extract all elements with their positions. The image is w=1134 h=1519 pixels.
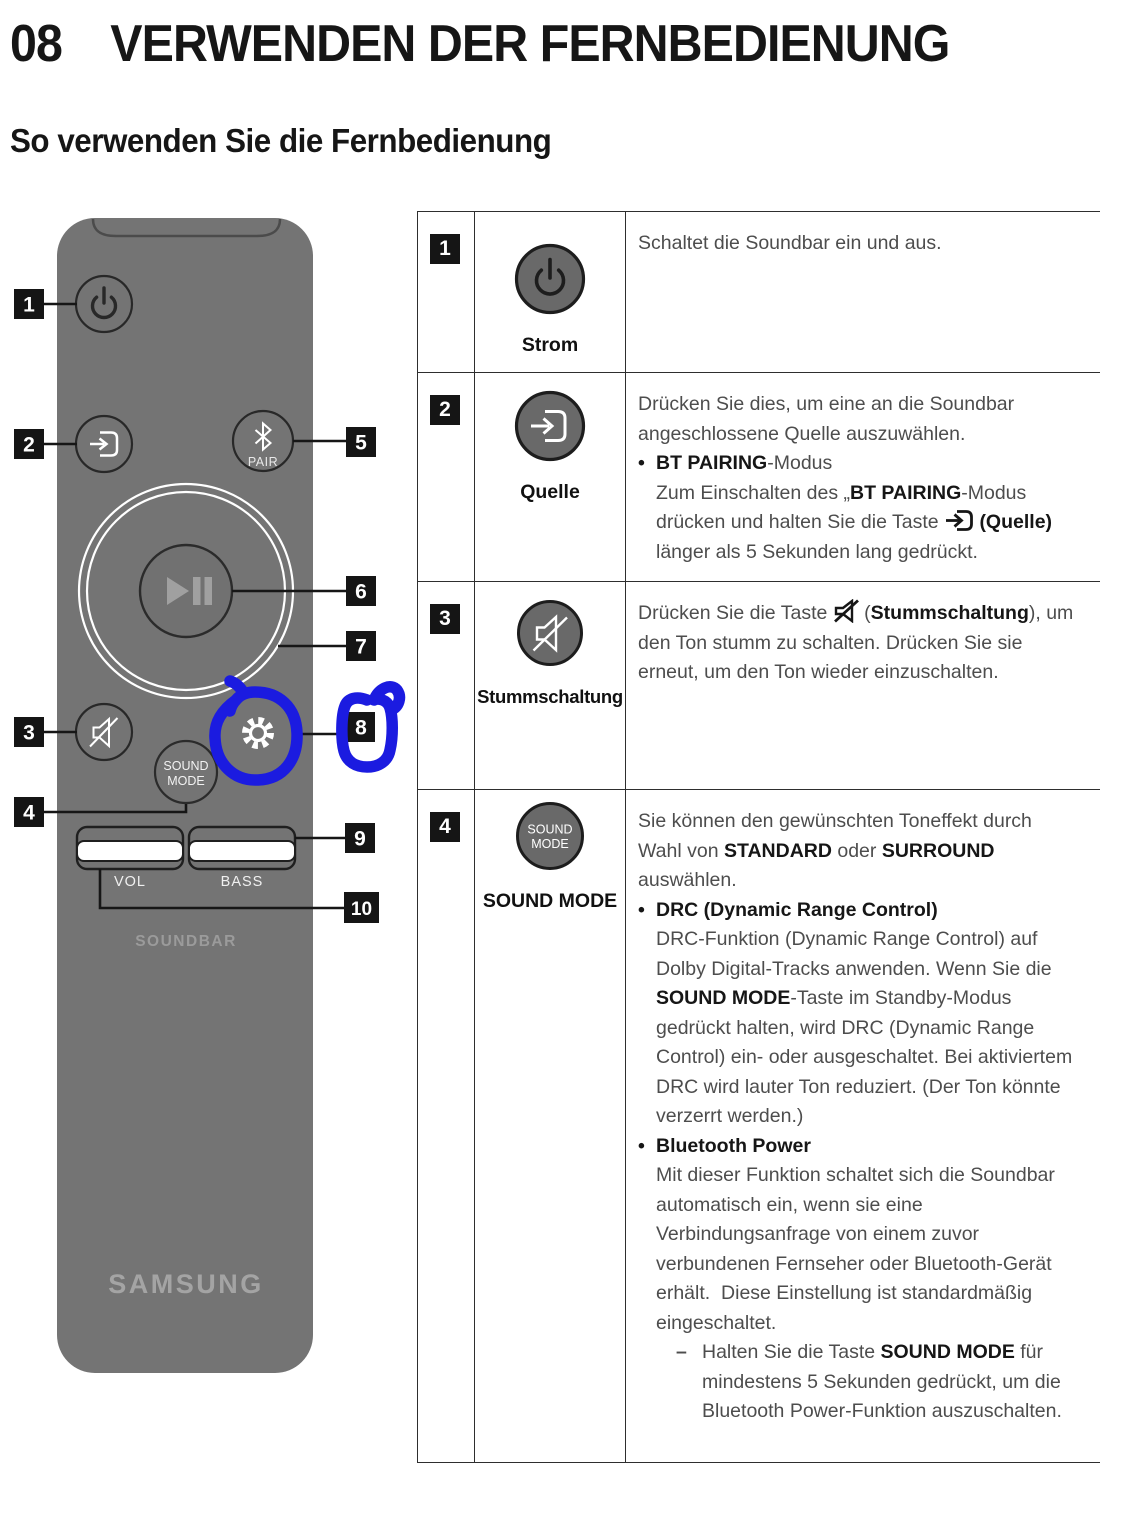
mute-button-image: [515, 598, 585, 668]
svg-text:1: 1: [23, 293, 35, 317]
vol-label: VOL: [113, 874, 147, 890]
description-text: Schaltet die Soundbar ein und aus.: [638, 232, 942, 254]
mute-icon: [833, 599, 859, 623]
row-description: [626, 790, 1100, 1462]
bass-rocker: [189, 827, 295, 869]
bold-text: Bluetooth Power: [656, 1134, 811, 1157]
dash-marker: –: [676, 1341, 687, 1363]
callout-1: [14, 289, 44, 319]
button-label: Stummschaltung: [477, 686, 623, 707]
bold-text: BT PAIRING: [656, 452, 768, 474]
row-number-badge: 3: [430, 604, 460, 634]
description-text: Mit dieser Funktion schaltet sich die Soundbar automatisch ein, wenn sie eine Verbindungsanfrage von einem zuvor verbundenen Fernseher oder Bluetooth-Gerät erhält. Diese Einstellung ist standardmäßig eingeschaltet.: [656, 1164, 1055, 1334]
row-description: [626, 373, 1100, 581]
callout-4: [14, 797, 44, 827]
svg-text:9: 9: [354, 827, 366, 851]
description-text: DRC-Funktion (Dynamic Range Control) auf Dolby Digital-Tracks anwenden. Wenn Sie die: [656, 928, 1052, 980]
sound-mode-label-1: SOUND: [527, 822, 573, 837]
description-text: ), um den Ton stumm zu schalten. Drücken Sie sie erneut, um den Ton wieder einzuschalten.: [638, 602, 1074, 683]
svg-text:7: 7: [355, 635, 367, 659]
bold-text: SOUND MODE: [656, 987, 791, 1009]
table-row-mute: [418, 582, 1100, 790]
svg-text:3: 3: [23, 721, 35, 745]
bold-text: BT PAIRING: [850, 481, 962, 504]
bullet-marker: •: [638, 1134, 645, 1157]
description-text: Drücken Sie dies, um eine an die Soundbar angeschlossene Quelle auszuwählen.: [638, 393, 1015, 445]
chapter-number: 08: [10, 15, 62, 73]
callout-8: [347, 712, 375, 742]
row-number-badge: 2: [430, 395, 460, 425]
bullet-item-drc: [638, 896, 1075, 1132]
sound-mode-button-image: [514, 800, 586, 872]
bullet-item-bluetooth-power: [638, 1132, 1075, 1427]
description-text: (: [858, 602, 871, 624]
manual-table: [417, 211, 1100, 1463]
svg-text:10: 10: [350, 899, 373, 920]
description-text: -Taste im Standby-Modus gedrückt halten, wird DRC (Dynamic Range Control) ein- oder ausgeschaltet. Bei aktiviertem DRC wird lauter Ton reduziert. (Der Ton könnte verzerrt werden.): [656, 987, 1073, 1127]
svg-text:2: 2: [23, 433, 35, 457]
bold-text: SOUND MODE: [880, 1341, 1015, 1363]
section-title: So verwenden Sie die Fernbedienung: [10, 122, 552, 159]
table-row-source: [418, 373, 1100, 582]
sound-mode-label-2: MODE: [167, 774, 205, 788]
row-description: [626, 212, 1100, 372]
chapter-title: VERWENDEN DER FERNBEDIENUNG: [110, 15, 950, 73]
row-number-badge: 1: [430, 234, 460, 264]
callout-7: [346, 631, 376, 661]
pair-label: PAIR: [247, 455, 279, 469]
row-description: [626, 582, 1100, 789]
callout-3: [14, 717, 44, 747]
bold-text: DRC (Dynamic Range Control): [656, 898, 938, 921]
description-text: Halten Sie die Taste: [702, 1341, 881, 1363]
source-icon: [944, 509, 974, 532]
description-text: länger als 5 Sekunden lang gedrückt.: [656, 540, 978, 563]
table-row-power: [418, 212, 1100, 373]
play-pause-button: [140, 545, 232, 637]
callout-6: [346, 576, 376, 606]
power-button-image: [513, 242, 587, 316]
description-text: für mindestens 5 Sekunden gedrückt, um die Bluetooth Power-Funktion auszuschalten.: [702, 1341, 1062, 1422]
bullet-marker: •: [638, 898, 645, 921]
callout-5: [346, 427, 376, 457]
bullet-item: [638, 449, 1075, 567]
soundbar-label: SOUNDBAR: [135, 933, 237, 950]
callout-9: [345, 823, 375, 853]
description-text: Zum Einschalten des „: [656, 481, 851, 504]
sound-mode-label-1: SOUND: [163, 759, 209, 773]
remote-body: [57, 218, 313, 1373]
button-label: Strom: [521, 334, 579, 356]
bold-text: Stummschaltung: [870, 602, 1029, 624]
bullet-marker: •: [638, 452, 645, 474]
svg-text:6: 6: [355, 580, 367, 604]
vol-rocker: [77, 827, 183, 869]
table-row-sound-mode: [418, 790, 1100, 1463]
description-text: Drücken Sie die Taste: [638, 602, 833, 624]
svg-text:5: 5: [355, 431, 367, 455]
svg-text:8: 8: [355, 716, 367, 740]
bass-label: BASS: [220, 874, 264, 890]
sound-mode-label-2: MODE: [531, 837, 569, 851]
button-label: SOUND MODE: [482, 890, 618, 912]
callout-2: [14, 429, 44, 459]
description-text: -Modus drücken und halten Sie die Taste: [656, 481, 1027, 533]
callout-10: [344, 892, 379, 923]
dash-sub-item: [676, 1338, 1075, 1427]
description-text: -Modus: [767, 452, 833, 474]
button-label: Quelle: [520, 481, 580, 503]
source-button-image: [513, 389, 587, 463]
samsung-logo: SAMSUNG: [108, 1269, 264, 1299]
svg-text:4: 4: [23, 801, 35, 825]
bold-text: (Quelle): [979, 511, 1053, 533]
row-number-badge: 4: [430, 812, 460, 842]
description-text: Sie können den gewünschten Toneffekt durch Wahl von STANDARD oder SURROUND auswählen.: [638, 810, 1032, 891]
